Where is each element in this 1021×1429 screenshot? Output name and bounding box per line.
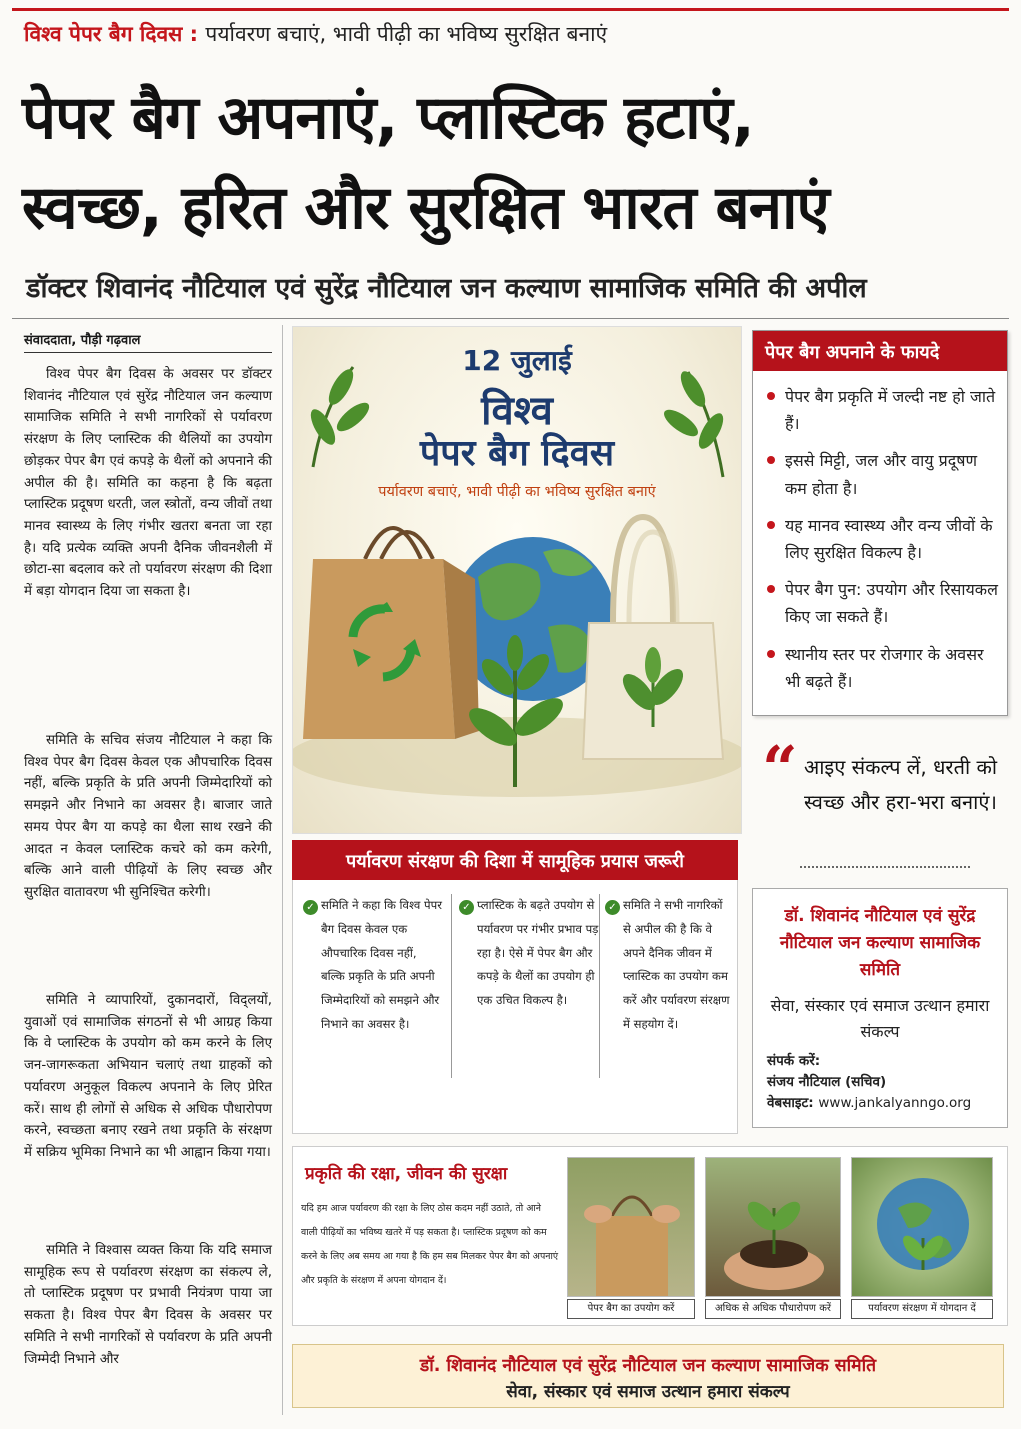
collective-effort-title: पर्यावरण संरक्षण की दिशा में सामूहिक प्रयास जरूरी [292, 840, 738, 880]
article-paragraph-1: विश्व पेपर बैग दिवस के अवसर पर डॉक्टर शिवानंद नौटियाल एवं सुरेंद्र नौटियाल जन कल्याण सामाजिक समिति ने सभी नागरिकों से पर्यावरण संरक्षण के लिए प्लास्टिक की थैलियों का उपयोग छोड़कर पेपर बैग एवं कपड़े के थैलों को अपनाने की अपील की है। समिति का कहना है कि बढ़ता प्लास्टिक प्रदूषण धरती, जल स्त्रोतों, वन्य जीवों तथा मानव स्वास्थ्य के लिए गंभीर खतरा बनता जा रहा है। यदि प्रत्येक व्यक्ति अपनी दैनिक जीवनशैली में छोटा-सा बदलाव करे तो पर्यावरण संरक्षण की दिशा में बड़ा योगदान दिया जा सकता है। [24, 367, 272, 600]
collective-effort-box [292, 880, 738, 1134]
top-rule [12, 8, 1009, 11]
bullet-icon [767, 456, 775, 464]
column-divider [282, 325, 283, 1415]
bullet-icon [767, 521, 775, 529]
quote-text: आइए संकल्प लें, धरती को स्वच्छ और हरा-भरा बनाएं। [803, 755, 998, 814]
header-divider [12, 318, 1009, 319]
byline-divider [24, 352, 272, 353]
article-paragraph-2: समिति के सचिव संजय नौटियाल ने कहा कि विश्व पेपर बैग दिवस केवल एक औपचारिक दिवस नहीं, बल्कि प्रकृति के प्रति अपनी जिम्मेदारियों को समझने और निभाने का अवसर है। बाजार जाते समय पेपर बैग या कपड़े का थैला साथ रखने की आदत न केवल प्लास्टिक कचरे को कम करेगी, बल्कि आने वाली पीढ़ियों के लिए स्वच्छ और सुरक्षित वातावरण भी सुनिश्चित करेगी। [24, 733, 272, 900]
column-divider [599, 894, 600, 1078]
nature-text: यदि हम आज पर्यावरण की रक्षा के लिए ठोस कदम नहीं उठाते, तो आने वाली पीढ़ियों का भविष्य खतरे में पड़ सकता है। प्लास्टिक प्रदूषण को कम करने के लिए अब समय आ गया है कि हम सब मिलकर पेपर बैग को अपनाएं और प्रकृति के संरक्षण में अपना योगदान दें। [301, 1203, 559, 1286]
collective-point: ✓ समिति ने कहा कि विश्व पेपर बैग दिवस केवल एक औपचारिक दिवस नहीं, बल्कि प्रकृति के प्रति अपनी जिम्मेदारियों को समझने और निभाने का अवसर है। [303, 894, 443, 1037]
subheadline: डॉक्टर शिवानंद नौटियाल एवं सुरेंद्र नौटियाल जन कल्याण सामाजिक समिति की अपील [26, 273, 867, 304]
benefit-item: पेपर बैग पुन: उपयोग और रिसायकल किए जा सकते हैं। [765, 576, 1003, 630]
benefit-item: इससे मिट्टी, जल और वायु प्रदूषण कम होता है। [765, 447, 1003, 501]
website-line: वेबसाइट: www.jankalyanngo.org [767, 1094, 972, 1111]
photo-caption: अधिक से अधिक पौधारोपण करें [705, 1299, 841, 1319]
poster-line-1: विश्व [481, 388, 553, 434]
contact-info [767, 1051, 971, 1114]
pull-quote [752, 728, 1008, 878]
headline-line-1: पेपर बैग अपनाएं, प्लास्टिक हटाएं, [22, 83, 754, 153]
article-paragraph-3: समिति ने व्यापारियों, दुकानदारों, विद्‌लयों, युवाओं एवं सामाजिक संगठनों से भी आग्रह किया कि वे प्लास्टिक के उपयोग को कम करने के लिए जन-जागरूकता अभियान चलाएं तथा ग्राहकों को पर्यावरण अनुकूल विकल्प अपनाने के लिए प्रेरित करें। साथ ही लोगों से अधिक से अधिक पौधारोपण करने, स्वच्छता बनाए रखने तथा प्रकृति के संरक्षण में सक्रिय भूमिका निभाने का भी आह्वान किया गया। [24, 993, 272, 1160]
organization-name: डॉ. शिवानंद नौटियाल एवं सुरेंद्र नौटियाल जन कल्याण सामाजिक समिति [779, 906, 981, 981]
byline: संवाददाता, पौड़ी गढ़वाल [24, 333, 141, 348]
check-icon: ✓ [605, 900, 620, 915]
collective-point: ✓ प्लास्टिक के बढ़ते उपयोग से पर्यावरण पर गंभीर प्रभाव पड़ रहा है। ऐसे में पेपर बैग और कपड़े के थैलों का उपयोग ही एक उचित विकल्प है। [459, 894, 599, 1013]
column-divider [451, 894, 452, 1078]
organization-motto: सेवा, संस्कार एवं समाज उत्थान हमारा संकल्प [770, 996, 990, 1041]
benefit-item: यह मानव स्वास्थ्य और वन्य जीवों के लिए सुरक्षित विकल्प है। [765, 512, 1003, 566]
check-icon: ✓ [303, 900, 318, 915]
bullet-icon [767, 650, 775, 658]
paper-bag-icon [303, 528, 479, 739]
cloth-bag-icon [583, 517, 723, 759]
quote-mark-icon: “ [762, 732, 798, 805]
organization-box [752, 888, 1008, 1128]
glass-globe-icon [852, 1158, 993, 1297]
website-link[interactable]: www.jankalyanngo.org [818, 1094, 972, 1111]
benefit-item: पेपर बैग प्रकृति में जल्दी नष्ट हो जाते हैं। [765, 383, 1003, 437]
nature-panel [292, 1146, 1008, 1326]
article-paragraph-4: समिति ने विश्वास व्यक्त किया कि यदि समाज सामूहिक रूप से पर्यावरण संरक्षण का संकल्प ले, तो प्लास्टिक प्रदूषण पर प्रभावी नियंत्रण पाया जा सकता है। विश्व पेपर बैग दिवस के अवसर पर समिति ने सभी नागरिकों से पर्यावरण के प्रति अपनी जिम्मेदी निभाने और [24, 1243, 272, 1367]
benefits-title: पेपर बैग अपनाने के फायदे [753, 331, 1007, 371]
poster-tagline: पर्यावरण बचाएं, भावी पीढ़ी का भविष्य सुरक्षित बनाएं [378, 484, 656, 500]
footer-banner [292, 1344, 1004, 1408]
benefits-list [765, 383, 1003, 705]
bullet-icon [767, 585, 775, 593]
poster-artwork [293, 327, 742, 834]
benefits-box [752, 330, 1008, 716]
footer-organization: डॉ. शिवानंद नौटियाल एवं सुरेंद्र नौटियाल जन कल्याण सामाजिक समिति [419, 1356, 877, 1376]
nature-title: प्रकृति की रक्षा, जीवन की सुरक्षा [305, 1164, 508, 1184]
poster-line-2: पेपर बैग दिवस [419, 433, 615, 474]
photo-plantation [705, 1157, 841, 1297]
quote-divider [800, 866, 970, 868]
collective-point: ✓ समिति ने सभी नागरिकों से अपील की है कि वे अपने दैनिक जीवन में प्लास्टिक का उपयोग कम करें और पर्यावरण संरक्षण में सहयोग दें। [605, 894, 733, 1037]
kicker [24, 20, 607, 48]
poster-date: 12 जुलाई [462, 344, 572, 377]
kicker-label: विश्व पेपर बैग दिवस : [24, 22, 199, 46]
poster-illustration [292, 326, 742, 834]
paper-bag-icon [568, 1158, 695, 1297]
contact-person: संजय नौटियाल (सचिव) [767, 1073, 887, 1090]
headline-line-2: स्वच्छ, हरित और सुरक्षित भारत बनाएं [22, 173, 829, 243]
plant-in-hands-icon [706, 1158, 841, 1297]
leaf-sprig-right-icon [660, 368, 728, 477]
check-icon: ✓ [459, 900, 474, 915]
benefit-item: स्थानीय स्तर पर रोजगार के अवसर भी बढ़ते हैं। [765, 641, 1003, 695]
leaf-sprig-left-icon [306, 366, 373, 467]
photo-globe [851, 1157, 993, 1297]
photo-caption: पर्यावरण संरक्षण में योगदान दें [851, 1299, 993, 1319]
kicker-text: पर्यावरण बचाएं, भावी पीढ़ी का भविष्य सुरक्षित बनाएं [205, 22, 608, 46]
footer-motto: सेवा, संस्कार एवं समाज उत्थान हमारा संकल्प [506, 1382, 790, 1402]
photo-paper-bag [567, 1157, 695, 1297]
photo-caption: पेपर बैग का उपयोग करें [567, 1299, 695, 1319]
contact-label: संपर्क करें: [767, 1053, 821, 1069]
bullet-icon [767, 392, 775, 400]
